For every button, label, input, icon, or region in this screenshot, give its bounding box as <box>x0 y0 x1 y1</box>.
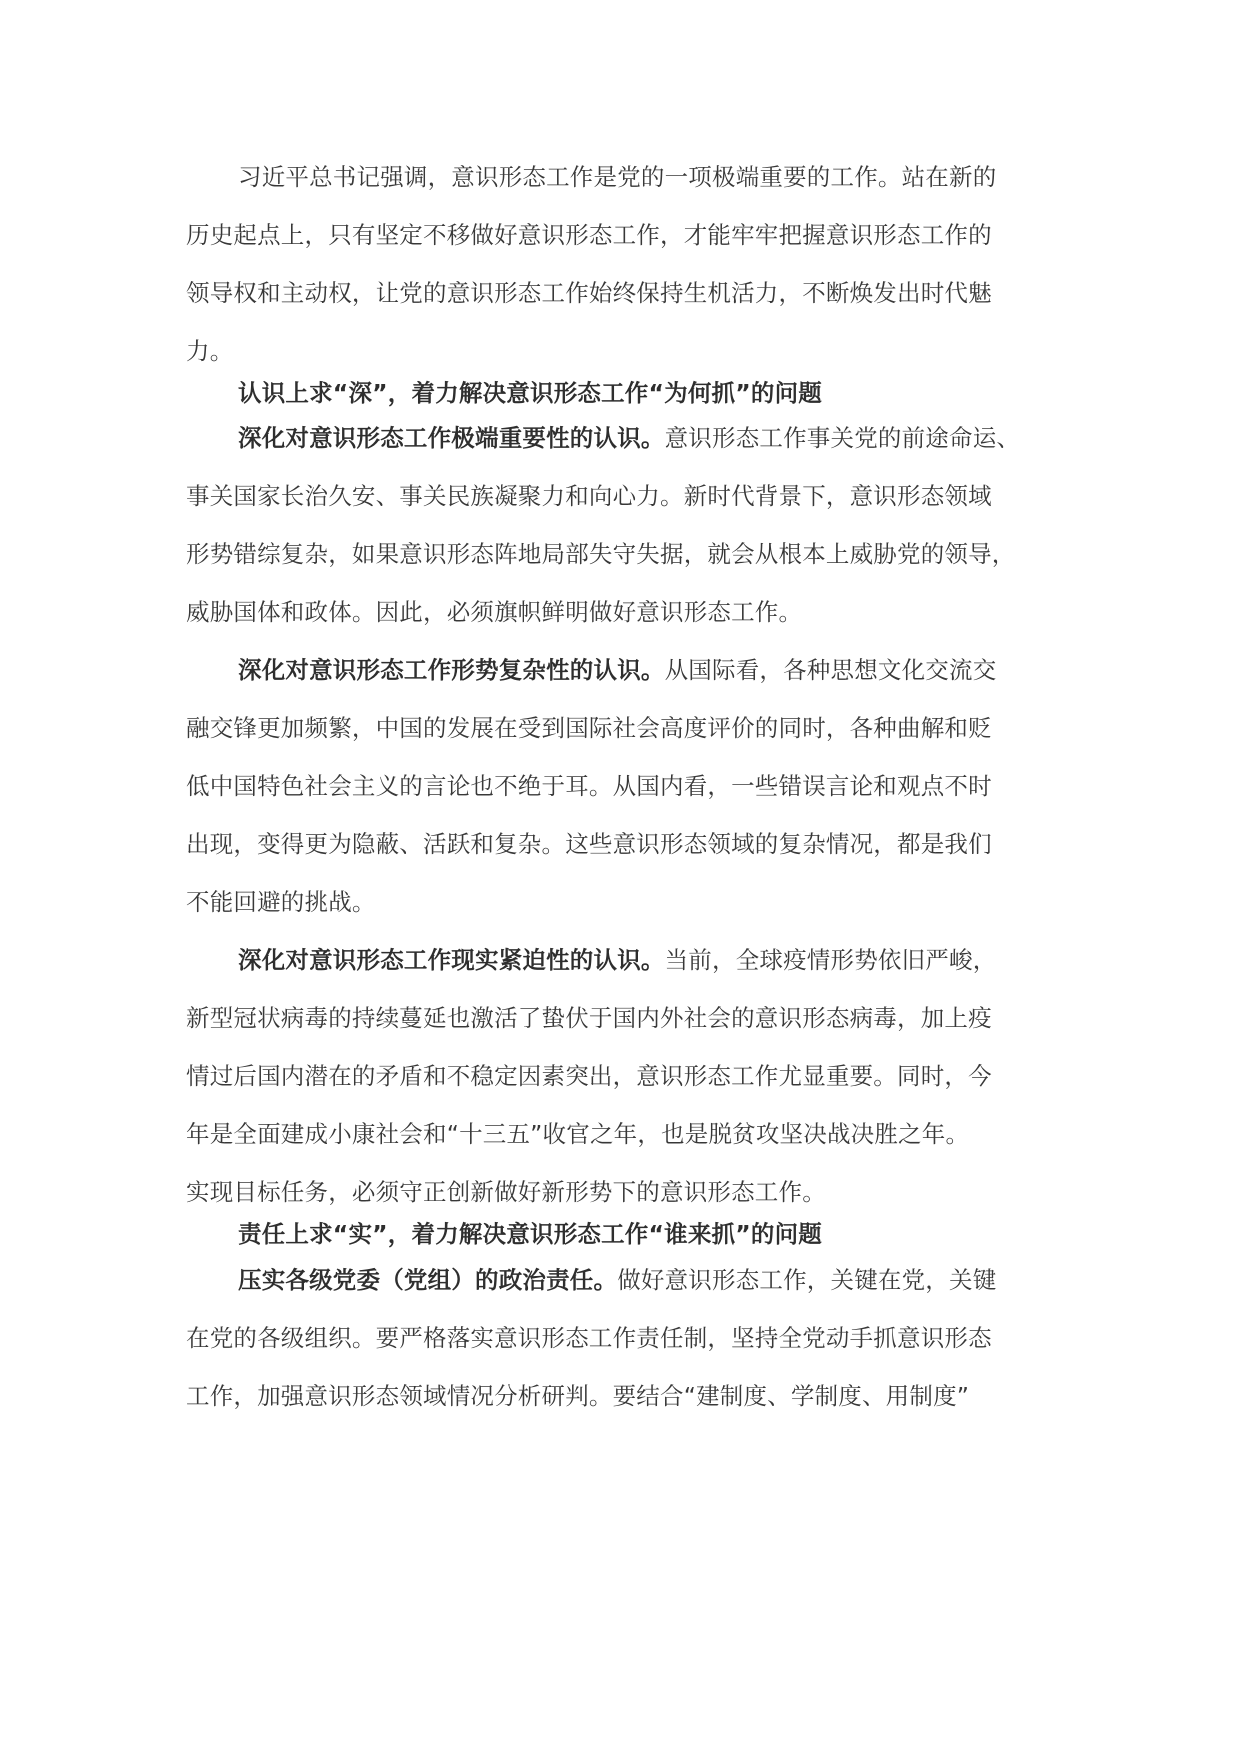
paragraph-3-line-4: 出现，变得更为隐蔽、活跃和复杂。这些意识形态领域的复杂情况，都是我们 <box>186 830 992 858</box>
paragraph-2-line-1-text: 意识形态工作事关党的前途命运、 <box>664 424 1021 452</box>
paragraph-2-line-3: 形势错综复杂，如果意识形态阵地局部失守失据，就会从根本上威胁党的领导， <box>186 540 1016 568</box>
paragraph-2-lead: 深化对意识形态工作极端重要性的认识。 <box>238 424 665 452</box>
paragraph-5-line-3: 工作，加强意识形态领域情况分析研判。要结合“建制度、学制度、用制度” <box>186 1382 970 1410</box>
paragraph-4-lead: 深化对意识形态工作现实紧迫性的认识。 <box>238 946 665 974</box>
paragraph-3-lead: 深化对意识形态工作形势复杂性的认识。 <box>238 656 665 684</box>
paragraph-2-line-2: 事关国家长治久安、事关民族凝聚力和向心力。新时代背景下，意识形态领域 <box>186 482 992 510</box>
paragraph-2-line-4: 威胁国体和政体。因此，必须旗帜鲜明做好意识形态工作。 <box>186 598 803 626</box>
paragraph-3-line-3: 低中国特色社会主义的言论也不绝于耳。从国内看，一些错误言论和观点不时 <box>186 772 992 800</box>
paragraph-1-line-3: 领导权和主动权，让党的意识形态工作始终保持生机活力，不断焕发出时代魅 <box>186 279 992 307</box>
paragraph-5-lead: 压实各级党委（党组）的政治责任。 <box>238 1266 618 1294</box>
paragraph-4-line-3: 情过后国内潜在的矛盾和不稳定因素突出，意识形态工作尤显重要。同时，今 <box>186 1062 992 1090</box>
paragraph-5-line-2: 在党的各级组织。要严格落实意识形态工作责任制，坚持全党动手抓意识形态 <box>186 1324 992 1352</box>
paragraph-4-line-5: 实现目标任务，必须守正创新做好新形势下的意识形态工作。 <box>186 1178 826 1206</box>
paragraph-3-line-1 <box>238 653 1138 687</box>
paragraph-2-line-1 <box>238 421 1138 455</box>
paragraph-3-line-1-text: 从国际看，各种思想文化交流交 <box>664 656 997 684</box>
paragraph-4-line-4: 年是全面建成小康社会和“十三五”收官之年，也是脱贫攻坚决战决胜之年。 <box>186 1120 970 1148</box>
section-heading-2: 责任上求“实”，着力解决意识形态工作“谁来抓”的问题 <box>238 1220 822 1248</box>
paragraph-3-line-5: 不能回避的挑战。 <box>186 888 376 916</box>
paragraph-1-line-1: 习近平总书记强调，意识形态工作是党的一项极端重要的工作。站在新的 <box>238 163 997 191</box>
paragraph-1-line-4: 力。 <box>186 337 234 365</box>
section-heading-1: 认识上求“深”，着力解决意识形态工作“为何抓”的问题 <box>238 379 822 407</box>
paragraph-4-line-2: 新型冠状病毒的持续蔓延也激活了蛰伏于国内外社会的意识形态病毒，加上疫 <box>186 1004 992 1032</box>
paragraph-1-line-2: 历史起点上，只有坚定不移做好意识形态工作，才能牢牢把握意识形态工作的 <box>186 221 992 249</box>
paragraph-3-line-2: 融交锋更加频繁，中国的发展在受到国际社会高度评价的同时，各种曲解和贬 <box>186 714 992 742</box>
paragraph-5-line-1-text: 做好意识形态工作，关键在党，关键 <box>617 1266 997 1294</box>
paragraph-4-line-1 <box>238 943 1138 977</box>
paragraph-5-line-1 <box>238 1263 1138 1297</box>
paragraph-4-line-1-text: 当前，全球疫情形势依旧严峻， <box>664 946 997 974</box>
